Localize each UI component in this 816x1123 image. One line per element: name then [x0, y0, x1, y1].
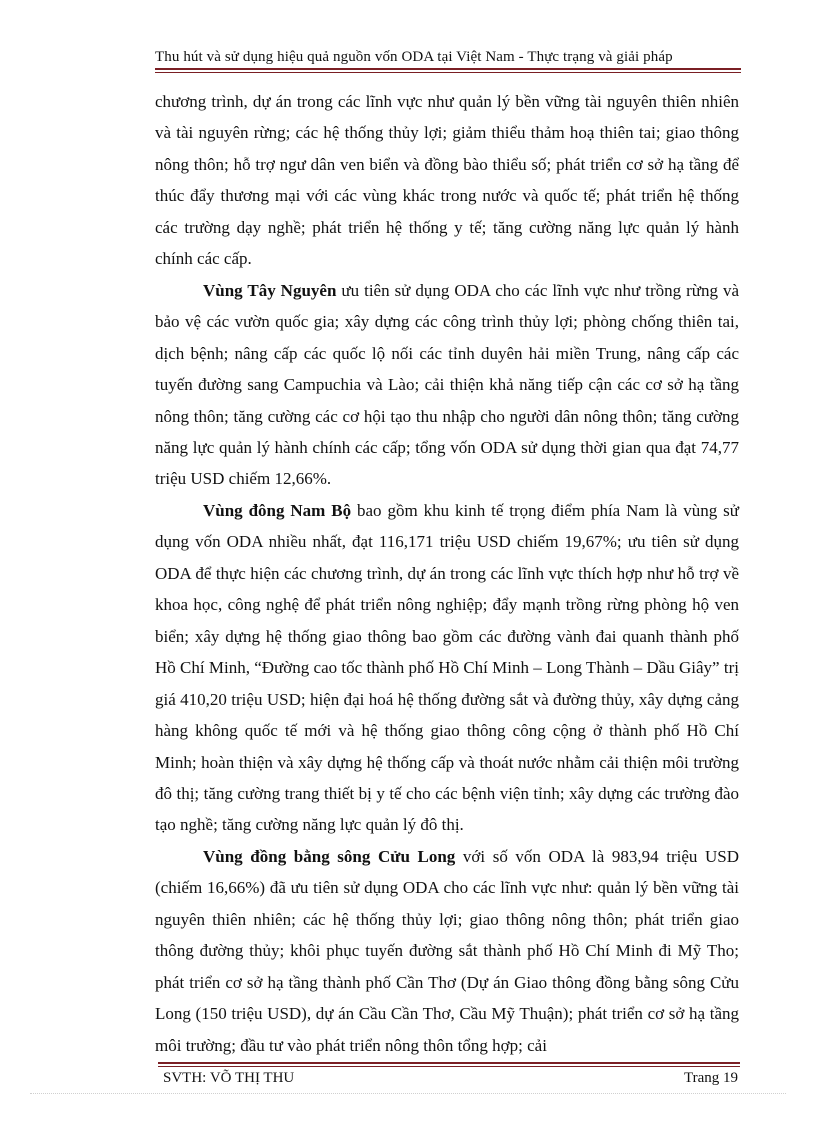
footer-rule [158, 1062, 740, 1064]
header-rule [155, 68, 741, 70]
paragraph-text: với số vốn ODA là 983,94 triệu USD (chiếm 16,66%) đã ưu tiên sử dụng ODA cho các lĩnh vực như: quản lý bền vững tài nguyên thiên nhiên; các hệ thống thủy lợi; giao thông nông thôn; phát triển giao thông đường thủy; khôi phục tuyến đường sắt thành phố Hồ Chí Minh đi Mỹ Tho; phát triển cơ sở hạ tầng thành phố Cần Thơ (Dự án Giao thông đồng bằng sông Cửu Long (150 triệu USD), dự án Cầu Cần Thơ, Cầu Mỹ Thuận); phát triển cơ sở hạ tầng môi trường; đầu tư vào phát triển nông thôn tổng hợp; cải [155, 846, 739, 1055]
paragraph-lead: Vùng Tây Nguyên [203, 280, 337, 300]
header-rule-thin [155, 72, 741, 73]
paragraph-1 [155, 86, 739, 275]
paragraph-lead: Vùng đông Nam Bộ [203, 500, 352, 520]
document-body [155, 86, 739, 1061]
footer-rule-thin [158, 1066, 740, 1067]
page-header: Thu hút và sử dụng hiệu quả nguồn vốn ODA tại Việt Nam - Thực trạng và giải pháp [155, 49, 673, 65]
paragraph-text: ưu tiên sử dụng ODA cho các lĩnh vực như trồng rừng và bảo vệ các vườn quốc gia; xây dựng các công trình thủy lợi; phòng chống thiên tai, dịch bệnh; nâng cấp các quốc lộ nối các tỉnh duyên hải miền Trung, nâng cấp các tuyến đường sang Campuchia và Lào; cải thiện khả năng tiếp cận các cơ sở hạ tầng nông thôn; tăng cường các cơ hội tạo thu nhập cho người dân nông thôn; tăng cường năng lực quản lý hành chính các cấp; tổng vốn ODA sử dụng thời gian qua đạt 74,77 triệu USD chiếm 12,66%. [155, 280, 739, 489]
page-edge-dotted-line [30, 1093, 786, 1094]
footer-author: SVTH: VÕ THỊ THU [163, 1070, 295, 1086]
paragraph-text: bao gồm khu kinh tế trọng điểm phía Nam là vùng sử dụng vốn ODA nhiều nhất, đạt 116,171 triệu USD chiếm 19,67%; ưu tiên sử dụng ODA để thực hiện các chương trình, dự án trong các lĩnh vực thích hợp như hỗ trợ về khoa học, công nghệ để phát triển nông nghiệp; đẩy mạnh trồng rừng phòng hộ ven biển; xây dựng hệ thống giao thông bao gồm các đường vành đai quanh thành phố Hồ Chí Minh, “Đường cao tốc thành phố Hồ Chí Minh – Long Thành – Dầu Giây” trị giá 410,20 triệu USD; hiện đại hoá hệ thống đường sắt và đường thủy, xây dựng cảng hàng không quốc tế mới và hệ thống giao thông công cộng ở thành phố Hồ Chí Minh; hoàn thiện và xây dựng hệ thống cấp và thoát nước nhằm cải thiện môi trường đô thị; tăng cường trang thiết bị y tế cho các bệnh viện tỉnh; xây dựng các trường đào tạo nghề; tăng cường năng lực quản lý đô thị. [155, 500, 739, 835]
page-number: Trang 19 [683, 1070, 738, 1086]
paragraph-2 [155, 275, 739, 495]
paragraph-4 [155, 841, 739, 1061]
paragraph-lead: Vùng đồng bằng sông Cửu Long [203, 846, 456, 866]
paragraph-3 [155, 495, 739, 841]
paragraph-text: chương trình, dự án trong các lĩnh vực như quản lý bền vững tài nguyên thiên nhiên và tài nguyên rừng; các hệ thống thủy lợi; giảm thiểu thảm hoạ thiên tai; giao thông nông thôn; hỗ trợ ngư dân ven biển và đồng bào thiểu số; phát triển cơ sở hạ tầng để thúc đẩy thương mại với các vùng khác trong nước và quốc tế; phát triển hệ thống các trường dạy nghề; phát triển hệ thống y tế; tăng cường năng lực quản lý hành chính các cấp. [155, 92, 739, 269]
